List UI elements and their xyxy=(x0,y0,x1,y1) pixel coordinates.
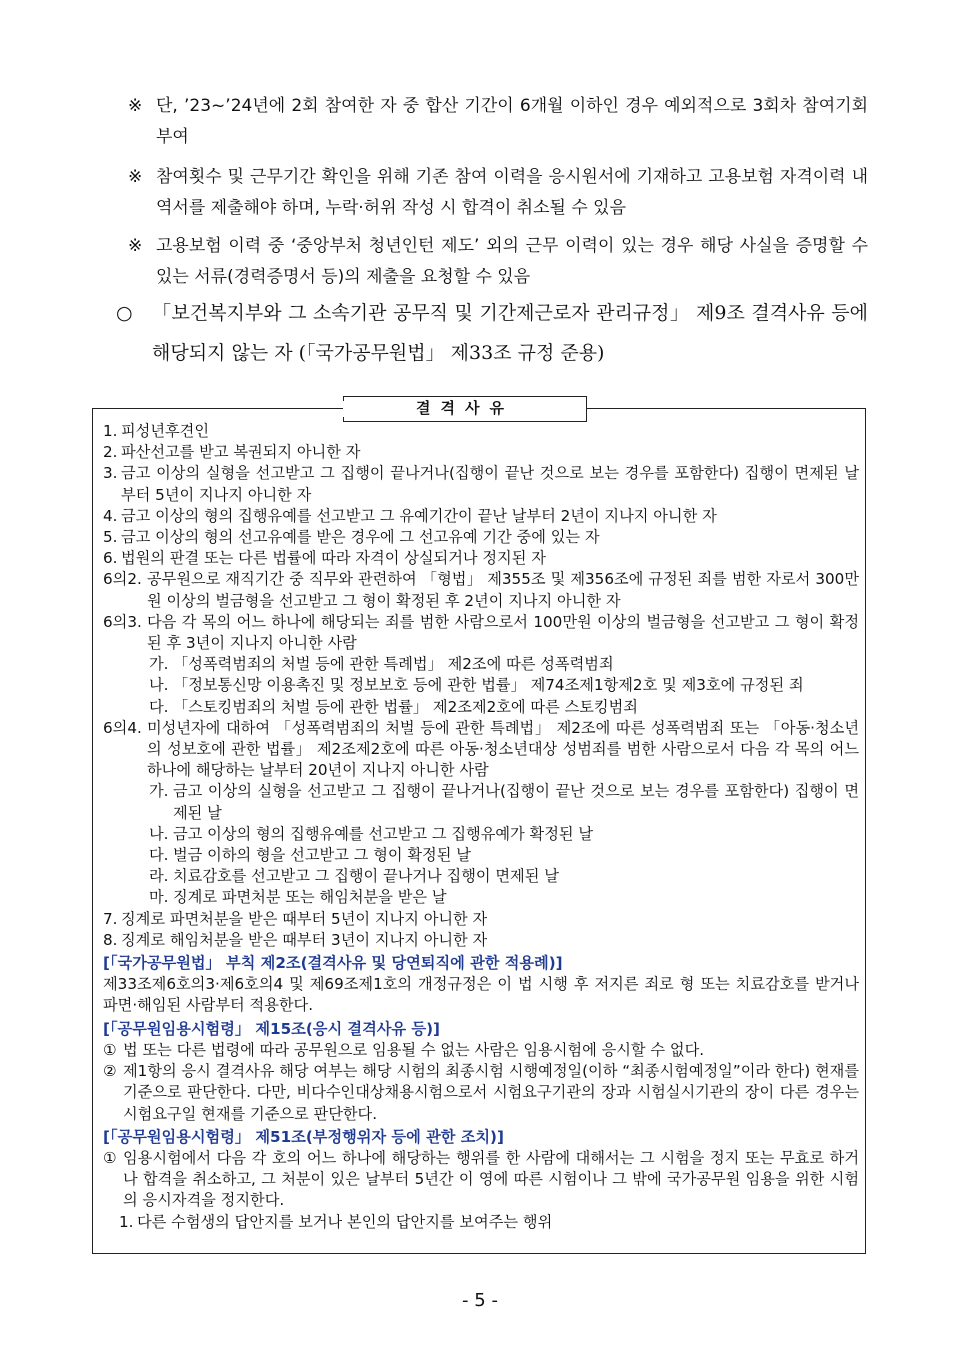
criterion-text: 「보건복지부와 그 소속기관 공무직 및 기간제근로자 관리규정」 제9조 결격사유 등에 해당되지 않는 자 (「국가공무원법」 제33조 규정 준용) xyxy=(152,302,868,364)
sub-item-letter: 마. xyxy=(149,888,169,907)
item-text: 미성년자에 대하여 「성폭력범죄의 처벌 등에 관한 특례법」 제2조에 따른 성폭력범죄 또는 「아동·청소년의 성보호에 관한 법률」 제2조제2호에 따른 아동·청소년대상 성범죄를 범한 사람으로서 다음 각 목의 어느 하나에 해당하는 날부터 20년이 지나지 아니한 사람 xyxy=(147,718,859,780)
clause-number: ① xyxy=(103,1148,117,1167)
sub-item xyxy=(103,654,859,675)
section-title: [「공무원임용시험령」 제51조(부정행위자 등에 관한 조치)] xyxy=(103,1127,504,1146)
item-number: 6의2. xyxy=(103,570,142,589)
note-1 xyxy=(128,91,868,153)
note-2 xyxy=(128,162,868,224)
sub-item-letter: 라. xyxy=(149,867,169,886)
section-heading xyxy=(103,1019,859,1040)
note-text: 참여횟수 및 근무기간 확인을 위해 기존 참여 이력을 응시원서에 기재하고 고용보험 자격이력 내역서를 제출해야 하며, 누락·허위 작성 시 합격이 취소될 수 있음 xyxy=(156,167,868,218)
criterion-marker: ○ xyxy=(116,302,133,324)
item-number: 6의3. xyxy=(103,612,142,631)
item-number: 2. xyxy=(103,443,118,462)
list-item xyxy=(103,909,859,930)
list-item xyxy=(103,569,859,611)
section-text: 제33조제6호의3·제6호의4 및 제69조제1호의 개정규정은 이 법 시행 후 저지른 죄로 형 또는 치료감호를 받거나 파면·해임된 사람부터 적용한다. xyxy=(103,975,859,1015)
sub-item-letter: 다. xyxy=(149,697,169,716)
sub-item-text: 징계로 파면처분 또는 해임처분을 받은 날 xyxy=(173,888,447,907)
item-number: 6의4. xyxy=(103,718,142,737)
item-text: 법원의 판결 또는 다른 법률에 따라 자격이 상실되거나 정지된 자 xyxy=(121,549,546,568)
item-text: 금고 이상의 실형을 선고받고 그 집행이 끝나거나(집행이 끝난 것으로 보는 경우를 포함한다) 집행이 면제된 날부터 5년이 지나지 아니한 자 xyxy=(121,464,859,504)
note-marker: ※ xyxy=(128,167,143,187)
clause-sub-text: 다른 수험생의 답안지를 보거나 본인의 답안지를 보여주는 행위 xyxy=(137,1212,553,1231)
list-item xyxy=(103,506,859,527)
sub-item xyxy=(103,697,859,718)
item-text: 징계로 파면처분을 받은 때부터 5년이 지나지 아니한 자 xyxy=(121,909,488,928)
sub-item-text: 금고 이상의 형의 집행유예를 선고받고 그 집행유예가 확정된 날 xyxy=(173,824,594,843)
item-number: 8. xyxy=(103,930,118,949)
box-title: 결격사유 xyxy=(343,396,587,422)
item-number: 1. xyxy=(103,422,118,440)
item-number: 7. xyxy=(103,909,118,928)
item-number: 6. xyxy=(103,549,118,568)
item-number: 5. xyxy=(103,528,118,547)
item-text: 징계로 해임처분을 받은 때부터 3년이 지나지 아니한 자 xyxy=(121,930,488,949)
sub-item xyxy=(103,887,859,908)
item-text: 금고 이상의 형의 집행유예를 선고받고 그 유예기간이 끝난 날부터 2년이 지나지 아니한 자 xyxy=(121,506,717,525)
sub-item-text: 벌금 이하의 형을 선고받고 그 형이 확정된 날 xyxy=(173,846,471,865)
sub-item-text: 금고 이상의 실형을 선고받고 그 집행이 끝나거나(집행이 끝난 것으로 보는 경우를 포함한다) 집행이 면제된 날 xyxy=(173,782,859,822)
clause-item xyxy=(103,1148,859,1212)
sub-item-text: 「정보통신망 이용촉진 및 정보보호 등에 관한 법률」 제74조제1항제2호 및 제3호에 규정된 죄 xyxy=(173,676,804,695)
clause-number: ① xyxy=(103,1040,117,1059)
sub-item-letter: 나. xyxy=(149,824,169,843)
note-text: 고용보험 이력 중 ‘중앙부처 청년인턴 제도’ 외의 근무 이력이 있는 경우 해당 사실을 증명할 수 있는 서류(경력증명서 등)의 제출을 요청할 수 있음 xyxy=(156,236,868,287)
sub-item xyxy=(103,781,859,823)
clause-number: ② xyxy=(103,1062,117,1081)
sub-item-letter: 가. xyxy=(149,655,169,674)
sub-item xyxy=(103,824,859,845)
section-body xyxy=(103,974,859,1016)
item-text: 금고 이상의 형의 선고유예를 받은 경우에 그 선고유예 기간 중에 있는 자 xyxy=(121,528,600,547)
sub-item xyxy=(103,675,859,696)
clause-item xyxy=(103,1040,859,1061)
note-marker: ※ xyxy=(128,236,143,256)
sub-item-letter: 가. xyxy=(149,782,169,801)
list-item xyxy=(103,463,859,505)
item-text: 다음 각 목의 어느 하나에 해당되는 죄를 범한 사람으로서 100만원 이상의 벌금형을 선고받고 그 형이 확정된 후 3년이 지나지 아니한 사람 xyxy=(147,612,859,653)
section-title: [「국가공무원법」 부칙 제2조(결격사유 및 당연퇴직에 관한 적용례)] xyxy=(103,954,563,973)
clause-sub-item xyxy=(103,1212,859,1233)
sub-item-text: 치료감호를 선고받고 그 집행이 끝나거나 집행이 면제된 날 xyxy=(173,867,559,886)
note-text: 단, ’23~’24년에 2회 참여한 자 중 합산 기간이 6개월 이하인 경우 예외적으로 3회차 참여기회 부여 xyxy=(156,96,868,147)
list-item xyxy=(103,421,859,442)
item-text: 공무원으로 재직기간 중 직무와 관련하여 「형법」 제355조 및 제356조에 규정된 죄를 범한 자로서 300만원 이상의 벌금형을 선고받고 그 형이 확정된 후 2년이 지나지 아니한 자 xyxy=(147,570,859,610)
note-marker: ※ xyxy=(128,96,143,116)
list-item xyxy=(103,930,859,951)
sub-item xyxy=(103,866,859,887)
list-item xyxy=(103,612,859,654)
item-text: 피성년후견인 xyxy=(121,422,210,440)
sub-item-letter: 다. xyxy=(149,846,169,865)
list-item xyxy=(103,527,859,548)
clause-text: 법 또는 다른 법령에 따라 공무원으로 임용될 수 없는 사람은 임용시험에 응시할 수 없다. xyxy=(123,1040,705,1059)
page-number: - 5 - xyxy=(462,1290,498,1311)
sub-item-text: 「성폭력범죄의 처벌 등에 관한 특례법」 제2조에 따른 성폭력범죄 xyxy=(173,655,614,674)
list-item xyxy=(103,442,859,463)
section-title: [「공무원임용시험령」 제15조(응시 결격사유 등)] xyxy=(103,1019,440,1038)
box-content xyxy=(103,421,859,1233)
item-number: 3. xyxy=(103,464,118,483)
section-heading xyxy=(103,953,859,974)
sub-item xyxy=(103,845,859,866)
list-item xyxy=(103,718,859,782)
sub-item-letter: 나. xyxy=(149,676,169,695)
sub-item-text: 「스토킹범죄의 처벌 등에 관한 법률」 제2조제2호에 따른 스토킹범죄 xyxy=(173,697,638,716)
eligibility-criterion xyxy=(116,293,868,373)
clause-item xyxy=(103,1061,859,1125)
clause-text: 임용시험에서 다음 각 호의 어느 하나에 해당하는 행위를 한 사람에 대해서는 그 시험을 정지 또는 무효로 하거나 합격을 취소하고, 그 처분이 있은 날부터 5년간 이 영에 따른 시험이나 그 밖에 국가공무원 임용을 위한 시험의 응시자격을 정지한다. xyxy=(123,1148,859,1210)
item-text: 파산선고를 받고 복권되지 아니한 자 xyxy=(121,443,361,462)
section-heading xyxy=(103,1127,859,1148)
item-number: 4. xyxy=(103,506,118,525)
note-3 xyxy=(128,231,868,293)
clause-text: 제1항의 응시 결격사유 해당 여부는 해당 시험의 최종시험 시행예정일(이하 “최종시험예정일”이라 한다) 현재를 기준으로 판단한다. 다만, 비다수인대상채용시험으로서 시험요구기관의 장과 시험실시기관의 장이 다른 경우는 시험요구일 현재를 기준으로 판단한다. xyxy=(123,1062,859,1123)
clause-sub-number: 1. xyxy=(119,1212,134,1231)
list-item xyxy=(103,548,859,569)
